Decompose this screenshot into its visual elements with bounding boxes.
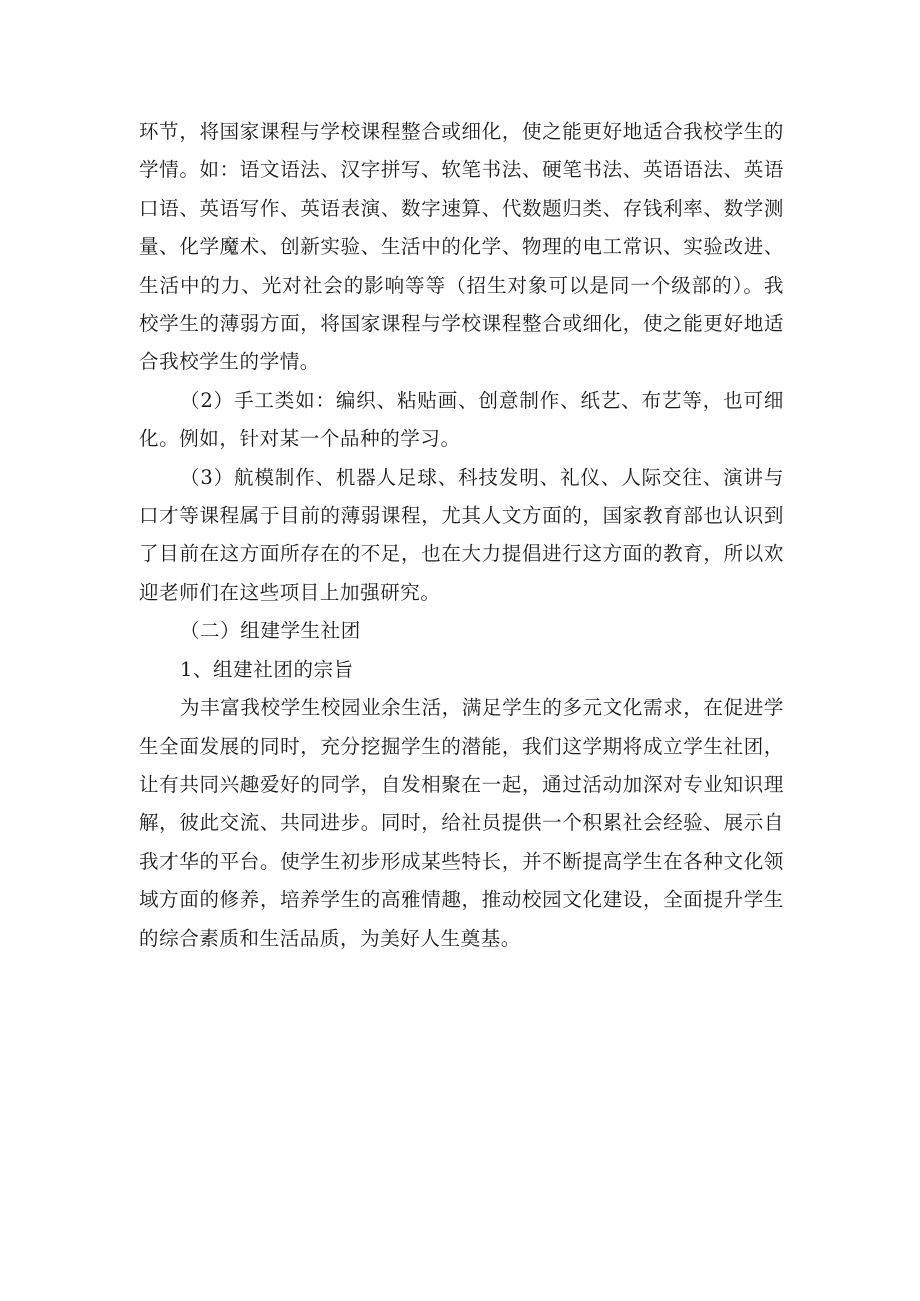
paragraph-club-purpose: 为丰富我校学生校园业余生活，满足学生的多元文化需求，在促进学生全面发展的同时，充分挖掘学生的潜能，我们这学期将成立学生社团，让有共同兴趣爱好的同学，自发相聚在一起，通过活动加深对专业知识理解，彼此交流、共同进步。同时，给社员提供一个积累社会经验、展示自我才华的平台。使学生初步形成某些特长，并不断提高学生在各种文化领域方面的修养，培养学生的高雅情趣，推动校园文化建设，全面提升学生的综合素质和生活品质，为美好人生奠基。 <box>139 696 784 950</box>
subsection-heading-club-purpose: 1、组建社团的宗旨 <box>179 657 354 681</box>
paragraph-course-integration: 环节，将国家课程与学校课程整合或细化，使之能更好地适合我校学生的学情。如：语文语法、汉字拼写、软笔书法、硬笔书法、英语语法、英语口语、英语写作、英语表演、数字速算、代数题归类、存钱利率、数学测量、化学魔术、创新实验、生活中的化学、物理的电工常识、实验改进、生活中的力、光对社会的影响等等（招生对象可以是同一个级部的）。我校学生的薄弱方面，将国家课程与学校课程整合或细化，使之能更好地适合我校学生的学情。 <box>139 120 784 374</box>
document-page <box>139 113 784 958</box>
paragraph-weak-courses: （3）航模制作、机器人足球、科技发明、礼仪、人际交往、演讲与口才等课程属于目前的薄弱课程，尤其人文方面的，国家教育部也认识到了目前在这方面所存在的不足，也在大力提倡进行这方面的教育，所以欢迎老师们在这些项目上加强研究。 <box>139 465 784 604</box>
section-heading-student-clubs: （二）组建学生社团 <box>179 619 361 643</box>
paragraph-handicraft: （2）手工类如：编织、粘贴画、创意制作、纸艺、布艺等，也可细化。例如，针对某一个品种的学习。 <box>139 388 784 451</box>
